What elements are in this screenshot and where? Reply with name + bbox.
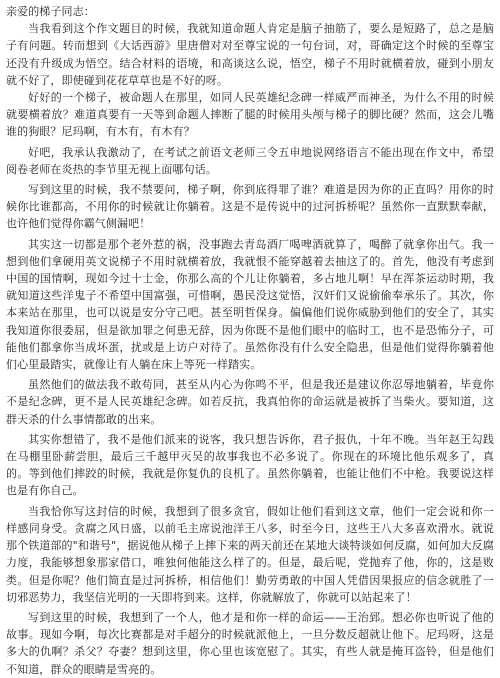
letter-paragraph-4: 写到这里的时候，我不禁要问，梯子啊，你到底得罪了谁？难道是因为你的正直吗？用你的时候你比谁都高，不用你的时候就让你躺着。这是不是传说中的过河拆桥呢？虽然你一直默默奉献，也许他们觉得你霸气侧漏吧！	[6, 183, 494, 231]
letter-paragraph-2: 好好的一个梯子，被命题人在那里，如同人民英雄纪念碑一样威严而神圣，为什么不用的时候就要横着放？难道真要有一天等到命题人摔断了腿的时候用头颅与梯子的脚比硬？然而，这会儿嘴谁的狗眼？尼玛啊，有木有，有木有？	[6, 91, 494, 139]
letter-paragraph-7: 其实你想错了，我不是他们派来的说客，我只想告诉你，君子报仇，十年不晚。当年赵王勾践在马棚里卧薪尝胆，最后三千越甲灭吴的故事我也不必多说了。你现在的环境比他乐观多了，真的。等到他们摔跤的时候，我就是你复仇的良机了。虽然你躺着，也能让他们不中枪。我要说这样也是有你自己。	[6, 432, 494, 498]
letter-paragraph-9: 写到这里的时候，我想到了一个人，他才是和你一样的命运——王治郅。想必你也听说了他的故事。现如今啊，每次比赛都是对手超分的时候就派他上，一旦分数反超就让他下。尼玛呀，这是多大的仇啊？杀父？夺妻？想到这里，你心里也该宽慰了。其实，有些人就是掩耳盗铃，但是他们不知道，群众的眼睛是雪亮的。	[6, 610, 494, 676]
letter-paragraph-8: 当我恰你写这封信的时候，我想到了很多贪官，假如让他们看到这文章，他们一定会说和你一样感同身受。贪腐之风日盛，以前毛主席说池洋王八多，时至今日，这些王八大多喜欢滑水。就说那个铁道部的"和谐号"，据说他从梯子上摔下来的两天前还在某地大谈特谈如何反腐，如何加大反腐力度，我能够想象那家借口，唯独何他能这么样了的。但是，最后呢，党抛弃了他，你的，这是败类。但是你呢？他们简直是过河拆桥，相信他们！勤劳勇敢的中国人凭借因果报应的信念就胜了一切邪恶势力，我坚信光明的一天即将到来。这样，你就解放了，你就可以站起来了！	[6, 504, 494, 604]
letter-paragraph-5: 其实这一切都是那个老外惹的祸，没事跑去青岛酒厂喝啤酒就算了，喝醉了就拿你出气。我一想到他们拿硬用英文说梯子不用时就横着放，我就恨不能穿越着去抽这了的。首先，他没有考虑到中国的国情啊，现如今过十士金，你那么高的个儿让你躺着，多占地儿啊！早在浑茶运动时期，我就知道这些洋鬼子不希望中国富强，可惜啊，愚民没这觉悟，汉奸们又说偷偷奉承乐了。其次，你本来站在那里，也可以说是安分守己吧。甚至明哲保身。偏偏他们说你威胁到他们的安全了，其实我知道你很委屈，但是欲加罪之何患无辞，因为你既不是他们眼中的临时工，也不是恐怖分子，可能他们都拿你当成坏蛋，扰或是上访户对待了。虽然你没有什么安全隐患，但是他们觉得你躺着他们心里最踏实，就像让有人躺在床上等死一样踏实。	[6, 237, 494, 372]
letter-paragraph-1: 当我看到这个作文题目的时候，我就知道命题人肯定是脑子抽筋了，要么是短路了，总之是脑子有问题。转而想到《大话西游》里唐僧对对至尊宝说的一句台词，对，哥确定这个时候的至尊宝还没有升级成为悟空。结合材料的语境，和高谈这么说，悟空，梯子不用时就横着放，碰到小朋友就不好了，即使碰到花花草草也是不好的呀。	[6, 22, 494, 87]
letter-paragraph-6: 虽然他们的做法我不敢苟同，甚至从内心为你鸣不平，但是我还是建议你忍辱地躺着，毕竟你不是纪念碑，更不是人民英雄纪念碑。如若反抗，我真怕你的命运就是被拆了当柴火。要知道，这群天杀的什么事情都敢的出来。	[6, 378, 494, 426]
letter-greeting: 亲爱的梯子同志：	[6, 5, 95, 18]
letter-paragraph-3: 好吧，我承认我激动了，在考试之前语文老师三令五申地说网络语言不能出现在作文中，希望阅卷老师在炎热的李节里无视上面哪句话。	[6, 145, 494, 176]
